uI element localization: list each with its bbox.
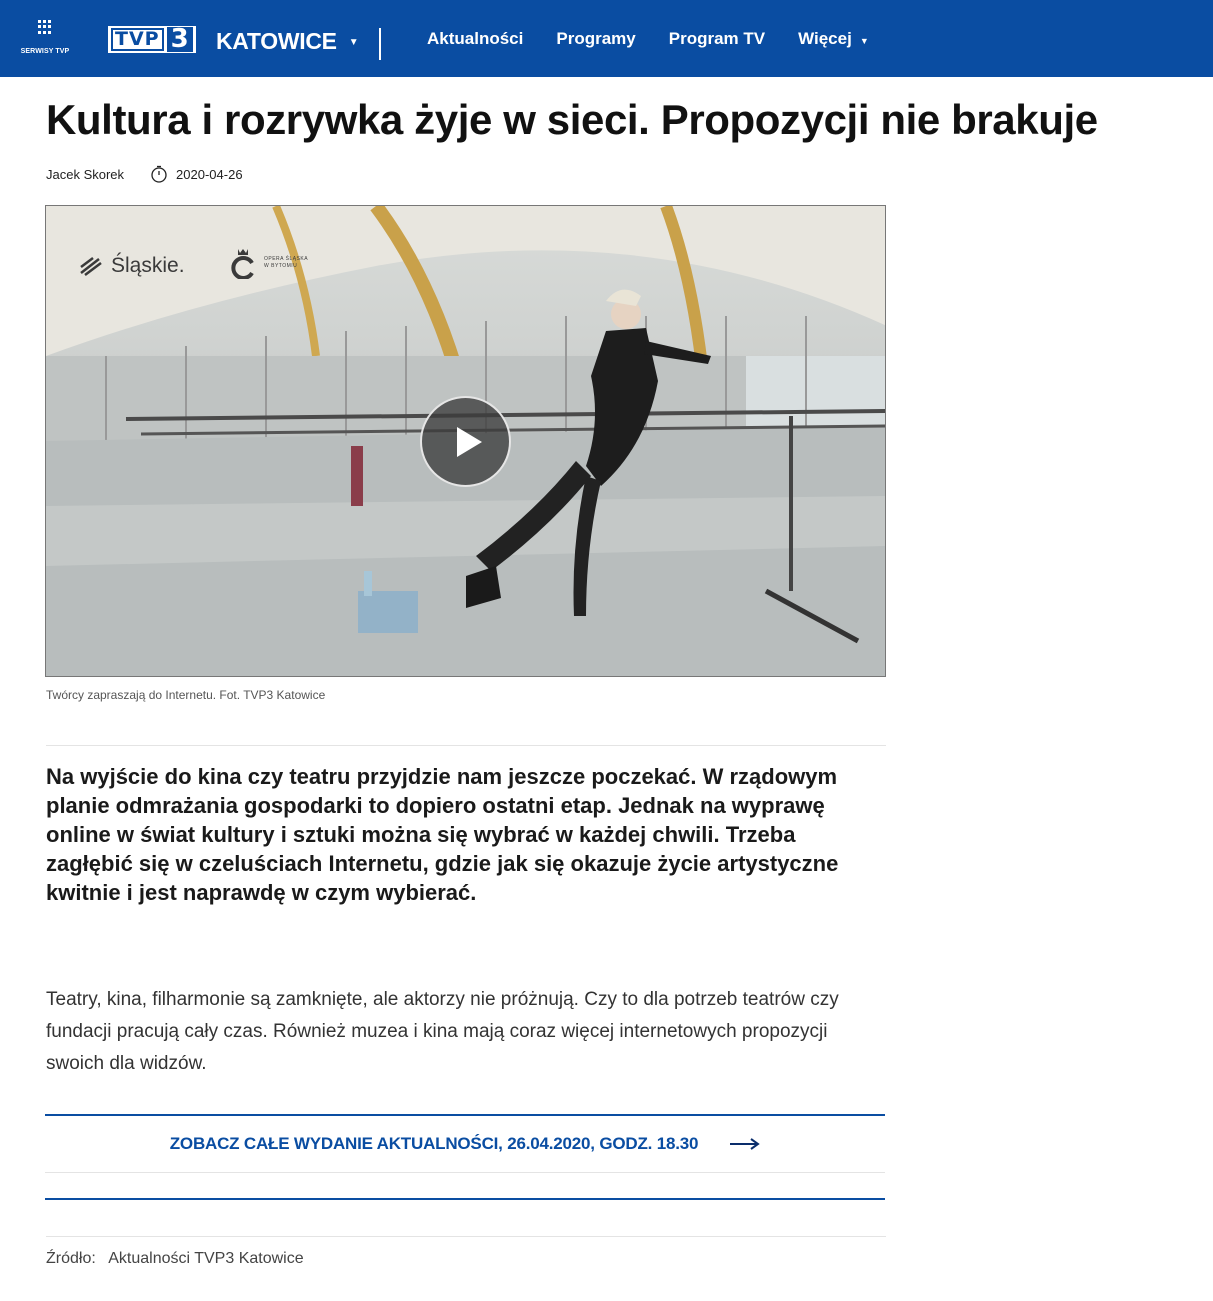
grid-icon xyxy=(38,20,52,34)
slaskie-logo xyxy=(79,254,185,278)
divider xyxy=(45,1172,885,1173)
nav-item-label: Programy xyxy=(556,29,636,48)
nav-item-label: Aktualności xyxy=(427,29,524,48)
video-player[interactable] xyxy=(45,205,886,677)
nav-item-wiecej[interactable] xyxy=(798,29,869,49)
chevron-down-icon: ▼ xyxy=(859,35,869,46)
nav-item-programy[interactable] xyxy=(556,29,635,49)
opera-mark-icon xyxy=(230,247,256,279)
slaskie-logo-text: Śląskie. xyxy=(111,254,185,277)
chevron-down-icon: ▼ xyxy=(348,37,359,48)
services-label: SERWISY TVP xyxy=(20,48,70,55)
logo-number: 3 xyxy=(167,27,193,52)
play-icon xyxy=(457,427,482,457)
article-source xyxy=(46,1250,304,1268)
nav-item-aktualnosci[interactable] xyxy=(427,29,523,49)
author-link[interactable]: Jacek Skorek xyxy=(46,166,125,182)
watch-full-edition-link[interactable] xyxy=(45,1116,885,1172)
article-lead: Na wyjście do kina czy teatru przyjdzie nam jeszcze poczekać. W rządowym planie odmrażania gospodarki to dopiero ostatni etap. Jednak na wyprawę online w świat kultury i sztuki można się wybrać w każdej chwili. Trzeba zagłębić się w czeluściach Internetu, gdzie jak się okazuje życie artystyczne kwitnie i jest naprawdę w czym wybierać. xyxy=(46,764,839,905)
article-title: Kultura i rozrywka żyje w sieci. Propozycji nie brakuje xyxy=(46,96,1098,143)
logo-letters: TVP xyxy=(111,28,164,51)
cta-label: ZOBACZ CAŁE WYDANIE AKTUALNOŚCI, 26.04.2020, GODZ. 18.30 xyxy=(169,1134,699,1153)
article-paragraph: Teatry, kina, filharmonie są zamknięte, ale aktorzy nie próżnują. Czy to dla potrzeb teatrów czy fundacji pracują cały czas. Również muzea i kina mają coraz więcej internetowych propozycji swoich dla widzów. xyxy=(46,989,839,1074)
article-meta xyxy=(46,165,243,183)
nav-divider xyxy=(379,28,381,60)
region-selector[interactable] xyxy=(216,28,358,55)
region-label: KATOWICE xyxy=(216,28,337,54)
nav-item-label: Program TV xyxy=(668,29,766,48)
nav-item-label: Więcej xyxy=(798,29,852,48)
divider xyxy=(46,1236,886,1237)
main-nav xyxy=(427,29,902,49)
image-caption: Twórcy zapraszają do Internetu. Fot. TVP3 Katowice xyxy=(46,688,326,702)
source-label: Źródło: xyxy=(46,1250,96,1267)
slaskie-mark-icon xyxy=(79,255,103,277)
source-value: Aktualności TVP3 Katowice xyxy=(108,1250,304,1267)
play-button[interactable] xyxy=(420,396,511,487)
opera-logo xyxy=(230,247,308,279)
top-navigation-bar xyxy=(0,0,1213,77)
opera-logo-line2: W BYTOMIU xyxy=(264,263,298,269)
divider xyxy=(46,745,886,746)
nav-item-program-tv[interactable] xyxy=(669,29,765,49)
opera-logo-line1: OPERA ŚLĄSKA xyxy=(264,256,309,262)
services-menu-button[interactable] xyxy=(14,20,76,55)
cta-bottom-border xyxy=(45,1198,885,1200)
publish-date: 2020-04-26 xyxy=(176,166,243,182)
arrow-right-icon xyxy=(730,1138,760,1150)
clock-icon xyxy=(150,165,168,183)
tvp3-logo[interactable] xyxy=(108,26,196,53)
